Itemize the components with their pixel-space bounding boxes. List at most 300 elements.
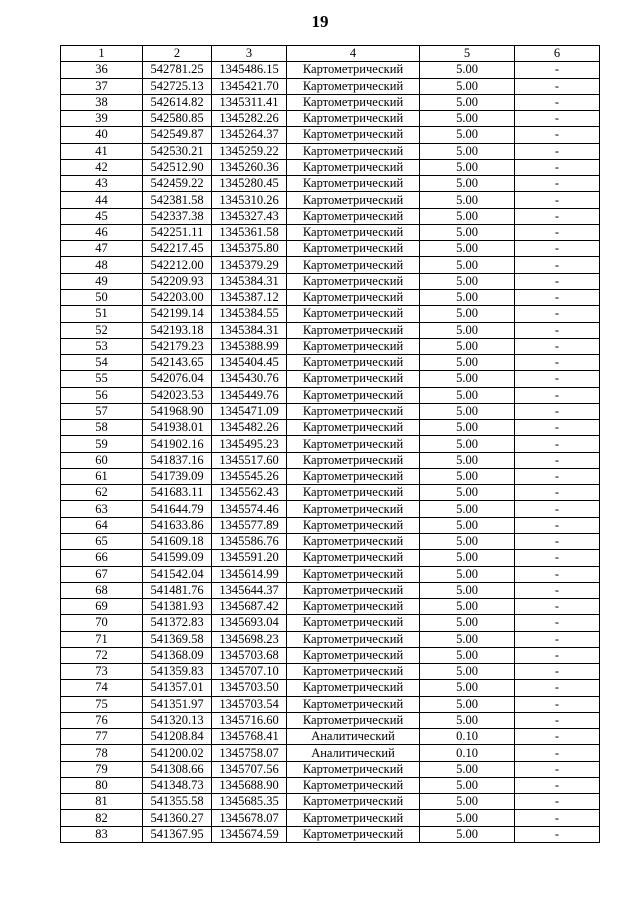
table-row: [61, 729, 600, 745]
table-cell: -: [515, 631, 600, 647]
table-cell: 5.00: [420, 533, 515, 549]
table-cell: 1345384.31: [212, 322, 287, 338]
table-cell: -: [515, 143, 600, 159]
table-row: [61, 192, 600, 208]
table-cell: -: [515, 78, 600, 94]
table-cell: 542179.23: [143, 338, 212, 354]
table-cell: 57: [61, 403, 143, 419]
table-cell: 541837.16: [143, 452, 212, 468]
table-cell: 1345703.50: [212, 680, 287, 696]
table-cell: 542209.93: [143, 273, 212, 289]
table-cell: 542076.04: [143, 371, 212, 387]
table-cell: 1345375.80: [212, 241, 287, 257]
table-cell: -: [515, 794, 600, 810]
table-cell: 542459.22: [143, 176, 212, 192]
table-cell: 1345517.60: [212, 452, 287, 468]
table-cell: -: [515, 761, 600, 777]
table-cell: 60: [61, 452, 143, 468]
table-row: [61, 647, 600, 663]
table-cell: 541644.79: [143, 501, 212, 517]
table-cell: 1345486.15: [212, 62, 287, 78]
table-cell: 1345703.54: [212, 696, 287, 712]
table-row: [61, 289, 600, 305]
table-cell: 5.00: [420, 517, 515, 533]
table-cell: 541938.01: [143, 420, 212, 436]
table-cell: -: [515, 468, 600, 484]
table-row: [61, 208, 600, 224]
table-cell: 541599.09: [143, 550, 212, 566]
table-cell: 541381.93: [143, 599, 212, 615]
table-cell: 1345698.23: [212, 631, 287, 647]
table-cell: 1345586.76: [212, 533, 287, 549]
table-cell: 5.00: [420, 436, 515, 452]
table-cell: 542203.00: [143, 289, 212, 305]
table-cell: 1345644.37: [212, 582, 287, 598]
table-cell: -: [515, 94, 600, 110]
table-cell: Картометрический: [287, 208, 420, 224]
table-cell: -: [515, 582, 600, 598]
table-cell: 5.00: [420, 257, 515, 273]
table-cell: 5.00: [420, 159, 515, 175]
table-cell: Картометрический: [287, 159, 420, 175]
table-cell: 39: [61, 111, 143, 127]
table-cell: 78: [61, 745, 143, 761]
table-cell: 81: [61, 794, 143, 810]
table-cell: 1345707.56: [212, 761, 287, 777]
table-cell: 542781.25: [143, 62, 212, 78]
table-cell: 63: [61, 501, 143, 517]
table-cell: 38: [61, 94, 143, 110]
table-cell: 83: [61, 826, 143, 842]
table-header-row: [61, 46, 600, 62]
table-cell: 5.00: [420, 599, 515, 615]
table-cell: -: [515, 420, 600, 436]
table-cell: Картометрический: [287, 289, 420, 305]
table-cell: Картометрический: [287, 452, 420, 468]
table-cell: 76: [61, 712, 143, 728]
table-cell: 1345577.89: [212, 517, 287, 533]
table-cell: 5.00: [420, 143, 515, 159]
table-cell: 48: [61, 257, 143, 273]
table-cell: 1345768.41: [212, 729, 287, 745]
table-cell: 5.00: [420, 566, 515, 582]
table-cell: 55: [61, 371, 143, 387]
table-row: [61, 794, 600, 810]
table-cell: 541609.18: [143, 533, 212, 549]
table-cell: Картометрический: [287, 794, 420, 810]
table-cell: -: [515, 192, 600, 208]
table-cell: 42: [61, 159, 143, 175]
table-cell: 1345430.76: [212, 371, 287, 387]
table-cell: Картометрический: [287, 599, 420, 615]
page-number: 19: [311, 12, 329, 31]
table-cell: 5.00: [420, 420, 515, 436]
table-row: [61, 111, 600, 127]
table-cell: Картометрический: [287, 420, 420, 436]
table-cell: 541542.04: [143, 566, 212, 582]
table-cell: 1345387.12: [212, 289, 287, 305]
table-row: [61, 468, 600, 484]
table-cell: Картометрический: [287, 468, 420, 484]
table-cell: 541208.84: [143, 729, 212, 745]
table-cell: Картометрический: [287, 631, 420, 647]
table-cell: -: [515, 289, 600, 305]
table-row: [61, 94, 600, 110]
table-cell: -: [515, 615, 600, 631]
table-cell: 5.00: [420, 777, 515, 793]
table-cell: 542725.13: [143, 78, 212, 94]
table-cell: 1345404.45: [212, 355, 287, 371]
table-cell: 5.00: [420, 485, 515, 501]
table-row: [61, 403, 600, 419]
table-row: [61, 550, 600, 566]
table-cell: 541348.73: [143, 777, 212, 793]
table-cell: 5.00: [420, 241, 515, 257]
table-cell: -: [515, 273, 600, 289]
table-row: [61, 224, 600, 240]
table-cell: Картометрический: [287, 387, 420, 403]
table-cell: 1345471.09: [212, 403, 287, 419]
table-cell: 1345260.36: [212, 159, 287, 175]
table-cell: 541368.09: [143, 647, 212, 663]
table-cell: -: [515, 696, 600, 712]
table-cell: 1345310.26: [212, 192, 287, 208]
table-cell: 542143.65: [143, 355, 212, 371]
table-row: [61, 566, 600, 582]
table-cell: -: [515, 355, 600, 371]
table-cell: 82: [61, 810, 143, 826]
table-row: [61, 159, 600, 175]
table-cell: 0.10: [420, 729, 515, 745]
table-cell: 542212.00: [143, 257, 212, 273]
table-cell: Картометрический: [287, 192, 420, 208]
table-cell: 541739.09: [143, 468, 212, 484]
table-cell: 542193.18: [143, 322, 212, 338]
table-cell: 5.00: [420, 631, 515, 647]
table-cell: -: [515, 224, 600, 240]
table-cell: -: [515, 111, 600, 127]
table-cell: 541481.76: [143, 582, 212, 598]
table-cell: 5.00: [420, 550, 515, 566]
table-cell: 37: [61, 78, 143, 94]
table-cell: 50: [61, 289, 143, 305]
table-row: [61, 78, 600, 94]
table-cell: Картометрический: [287, 712, 420, 728]
table-cell: 1345495.23: [212, 436, 287, 452]
table-row: [61, 712, 600, 728]
table-cell: 542530.21: [143, 143, 212, 159]
table-cell: -: [515, 403, 600, 419]
table-cell: 1345674.59: [212, 826, 287, 842]
table-cell: Картометрический: [287, 696, 420, 712]
table-cell: Картометрический: [287, 485, 420, 501]
table-cell: -: [515, 241, 600, 257]
table-cell: 5.00: [420, 403, 515, 419]
table-cell: -: [515, 257, 600, 273]
table-cell: -: [515, 533, 600, 549]
table-cell: 5.00: [420, 664, 515, 680]
table-cell: 541359.83: [143, 664, 212, 680]
table-cell: 40: [61, 127, 143, 143]
table-cell: 542549.87: [143, 127, 212, 143]
table-cell: Аналитический: [287, 729, 420, 745]
column-header: 2: [143, 46, 212, 62]
table-cell: 1345716.60: [212, 712, 287, 728]
table-cell: 5.00: [420, 322, 515, 338]
table-cell: Картометрический: [287, 257, 420, 273]
table-cell: 5.00: [420, 468, 515, 484]
table-cell: -: [515, 777, 600, 793]
table-cell: Картометрический: [287, 176, 420, 192]
table-cell: Картометрический: [287, 777, 420, 793]
coordinates-table: [60, 45, 600, 843]
table-cell: 5.00: [420, 192, 515, 208]
table-cell: 1345421.70: [212, 78, 287, 94]
table-row: [61, 517, 600, 533]
table-row: [61, 273, 600, 289]
table-cell: 5.00: [420, 62, 515, 78]
table-cell: 1345282.26: [212, 111, 287, 127]
table-cell: Картометрический: [287, 338, 420, 354]
table-cell: 5.00: [420, 826, 515, 842]
table-row: [61, 485, 600, 501]
table-cell: 1345311.41: [212, 94, 287, 110]
table-cell: -: [515, 501, 600, 517]
column-header: 3: [212, 46, 287, 62]
table-cell: 1345678.07: [212, 810, 287, 826]
table-row: [61, 452, 600, 468]
table-row: [61, 582, 600, 598]
table-cell: 74: [61, 680, 143, 696]
table-row: [61, 664, 600, 680]
table-row: [61, 127, 600, 143]
table-cell: Картометрический: [287, 322, 420, 338]
table-cell: Картометрический: [287, 306, 420, 322]
table-cell: 5.00: [420, 289, 515, 305]
table-cell: 5.00: [420, 355, 515, 371]
column-header: 5: [420, 46, 515, 62]
table-cell: 80: [61, 777, 143, 793]
table-cell: -: [515, 729, 600, 745]
table-cell: -: [515, 387, 600, 403]
table-cell: 1345758.07: [212, 745, 287, 761]
table-row: [61, 631, 600, 647]
table-cell: -: [515, 810, 600, 826]
table-row: [61, 501, 600, 517]
table-cell: Картометрический: [287, 78, 420, 94]
table-cell: 43: [61, 176, 143, 192]
table-row: [61, 322, 600, 338]
table-cell: 542580.85: [143, 111, 212, 127]
table-cell: -: [515, 712, 600, 728]
table-cell: 542337.38: [143, 208, 212, 224]
table-cell: 5.00: [420, 647, 515, 663]
table-cell: 45: [61, 208, 143, 224]
table-cell: 5.00: [420, 712, 515, 728]
table-body: [61, 62, 600, 843]
table-cell: 75: [61, 696, 143, 712]
table-cell: 1345384.55: [212, 306, 287, 322]
table-cell: 1345482.26: [212, 420, 287, 436]
table-cell: 66: [61, 550, 143, 566]
table-cell: -: [515, 208, 600, 224]
table-cell: -: [515, 566, 600, 582]
table-cell: Картометрический: [287, 550, 420, 566]
table-cell: 79: [61, 761, 143, 777]
table-cell: Картометрический: [287, 241, 420, 257]
table-cell: -: [515, 159, 600, 175]
table-cell: 1345703.68: [212, 647, 287, 663]
table-cell: Картометрический: [287, 62, 420, 78]
table-cell: 41: [61, 143, 143, 159]
table-cell: 5.00: [420, 582, 515, 598]
table-cell: 542381.58: [143, 192, 212, 208]
table-cell: 1345280.45: [212, 176, 287, 192]
table-cell: -: [515, 517, 600, 533]
table-cell: Картометрический: [287, 582, 420, 598]
table-cell: 541357.01: [143, 680, 212, 696]
table-cell: 542614.82: [143, 94, 212, 110]
table-row: [61, 436, 600, 452]
table-cell: 5.00: [420, 371, 515, 387]
table-row: [61, 338, 600, 354]
table-cell: 5.00: [420, 127, 515, 143]
table-cell: -: [515, 680, 600, 696]
table-cell: 1345591.20: [212, 550, 287, 566]
table-cell: 1345685.35: [212, 794, 287, 810]
table-cell: Картометрический: [287, 436, 420, 452]
table-row: [61, 615, 600, 631]
table-cell: -: [515, 322, 600, 338]
column-header: 4: [287, 46, 420, 62]
table-cell: -: [515, 485, 600, 501]
table-cell: 64: [61, 517, 143, 533]
table-cell: 77: [61, 729, 143, 745]
table-cell: -: [515, 436, 600, 452]
table-cell: 1345259.22: [212, 143, 287, 159]
table-cell: Картометрический: [287, 826, 420, 842]
table-cell: 5.00: [420, 176, 515, 192]
table-cell: -: [515, 452, 600, 468]
table-cell: -: [515, 745, 600, 761]
table-cell: 541351.97: [143, 696, 212, 712]
table-cell: -: [515, 176, 600, 192]
table-cell: 1345688.90: [212, 777, 287, 793]
table-cell: 5.00: [420, 338, 515, 354]
table-cell: 67: [61, 566, 143, 582]
table-cell: Картометрический: [287, 664, 420, 680]
table-cell: Картометрический: [287, 355, 420, 371]
table-cell: 1345707.10: [212, 664, 287, 680]
table-cell: Картометрический: [287, 517, 420, 533]
table-cell: Картометрический: [287, 143, 420, 159]
table-cell: -: [515, 826, 600, 842]
table-cell: 541372.83: [143, 615, 212, 631]
table-cell: 51: [61, 306, 143, 322]
table-cell: 541902.16: [143, 436, 212, 452]
table-cell: 541367.95: [143, 826, 212, 842]
table-cell: 0.10: [420, 745, 515, 761]
table-cell: -: [515, 550, 600, 566]
table-cell: 59: [61, 436, 143, 452]
table-cell: 5.00: [420, 761, 515, 777]
table-cell: 1345687.42: [212, 599, 287, 615]
table-cell: 541355.58: [143, 794, 212, 810]
table-row: [61, 810, 600, 826]
table-cell: 541683.11: [143, 485, 212, 501]
table-cell: Картометрический: [287, 111, 420, 127]
table-row: [61, 306, 600, 322]
table-cell: 61: [61, 468, 143, 484]
table-cell: 5.00: [420, 680, 515, 696]
table-cell: 5.00: [420, 810, 515, 826]
table-cell: 542199.14: [143, 306, 212, 322]
table-cell: 1345574.46: [212, 501, 287, 517]
table-cell: Картометрический: [287, 273, 420, 289]
table-cell: 47: [61, 241, 143, 257]
table-row: [61, 745, 600, 761]
table-cell: 541633.86: [143, 517, 212, 533]
table-cell: Картометрический: [287, 566, 420, 582]
table-cell: 5.00: [420, 306, 515, 322]
table-cell: 52: [61, 322, 143, 338]
table-cell: Картометрический: [287, 647, 420, 663]
table-cell: 541369.58: [143, 631, 212, 647]
table-cell: Картометрический: [287, 403, 420, 419]
table-row: [61, 257, 600, 273]
table-cell: 5.00: [420, 94, 515, 110]
table-cell: 69: [61, 599, 143, 615]
table-cell: 542217.45: [143, 241, 212, 257]
table-cell: 70: [61, 615, 143, 631]
table-cell: 542023.53: [143, 387, 212, 403]
table-cell: Картометрический: [287, 127, 420, 143]
table-cell: -: [515, 647, 600, 663]
table-cell: 1345562.43: [212, 485, 287, 501]
table-cell: Картометрический: [287, 371, 420, 387]
table-cell: 541360.27: [143, 810, 212, 826]
table-cell: 542512.90: [143, 159, 212, 175]
table-cell: 5.00: [420, 208, 515, 224]
table-cell: 5.00: [420, 78, 515, 94]
table-cell: Картометрический: [287, 680, 420, 696]
table-cell: Картометрический: [287, 94, 420, 110]
table-row: [61, 387, 600, 403]
table-cell: 5.00: [420, 452, 515, 468]
table-cell: 36: [61, 62, 143, 78]
table-cell: 1345361.58: [212, 224, 287, 240]
table-row: [61, 143, 600, 159]
table-row: [61, 680, 600, 696]
table-cell: 1345264.37: [212, 127, 287, 143]
table-row: [61, 761, 600, 777]
table-cell: Картометрический: [287, 761, 420, 777]
table-row: [61, 420, 600, 436]
table-cell: 1345384.31: [212, 273, 287, 289]
table-cell: 1345449.76: [212, 387, 287, 403]
table-cell: 53: [61, 338, 143, 354]
table-cell: 1345327.43: [212, 208, 287, 224]
table-cell: Картометрический: [287, 615, 420, 631]
table-row: [61, 533, 600, 549]
table-cell: 541308.66: [143, 761, 212, 777]
table-row: [61, 241, 600, 257]
table-cell: 58: [61, 420, 143, 436]
table-cell: 72: [61, 647, 143, 663]
table-row: [61, 826, 600, 842]
table-cell: 5.00: [420, 224, 515, 240]
table-cell: 5.00: [420, 501, 515, 517]
